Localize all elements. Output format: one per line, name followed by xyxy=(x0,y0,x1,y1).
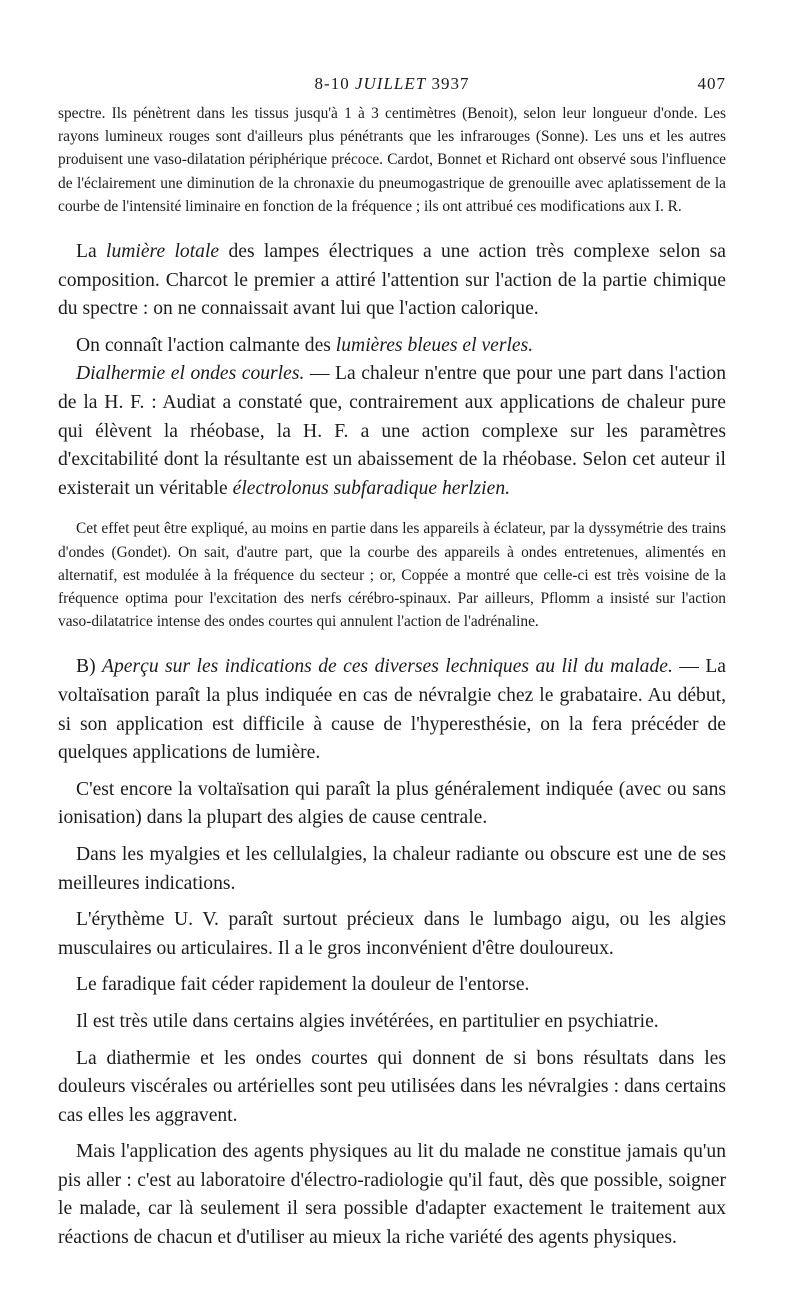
paragraph-myalgias xyxy=(58,841,726,898)
issue-year: 3937 xyxy=(426,74,470,93)
paragraph-erythema xyxy=(58,906,726,963)
paragraph-infrared-effects xyxy=(58,102,726,218)
text-run: L'érythème U. V. paraît surtout précieux dans le lumbago aigu, ou les algies musculaires ou articulaires. Il a le gros inconvénient d'être douloureux. xyxy=(58,909,726,959)
paragraph-blue-green-light xyxy=(58,332,726,361)
italic-text-run: Dialhermie el ondes courles. xyxy=(76,363,305,385)
italic-text-run: lumières bleues el verles. xyxy=(335,334,534,356)
text-run: des lampes électriques a une action très complexe selon sa composition. Charcot le premier a attiré l'attention sur l'action de la partie chimique du spectre : on ne connaissait avant lui que l'action calorique. xyxy=(58,241,726,320)
page-header xyxy=(58,66,726,102)
text-run: La diathermie et les ondes courtes qui donnent de si bons résultats dans les douleurs viscérales ou artérielles sont peu utilisées dans les névralgies : dans certains cas elles les aggravent. xyxy=(58,1047,726,1126)
paragraph-spark-gap-note xyxy=(58,517,726,633)
paragraph-voltaisation xyxy=(58,776,726,833)
paragraph-short-waves xyxy=(58,1045,726,1131)
text-run: B) xyxy=(76,656,103,678)
italic-text-run: lumière lotale xyxy=(106,241,220,263)
text-run: spectre. Ils pénètrent dans les tissus jusqu'à 1 à 3 centimètres (Benoit), selon leur longueur d'onde. Les rayons lumineux rouges sont d'ailleurs plus pénétrants que les infrarouges (Sonne). Les uns et les autres produisent une vaso-dilatation périphérique précoce. Cardot, Bonnet et Richard ont observé sous l'influence de l'éclairement une diminution de la chronaxie du pneumogastrique de grenouille avec aplatissement de la courbe de l'intensité liminaire en fonction de la fréquence ; ils ont attribué ces modifications aux I. R. xyxy=(58,105,726,215)
text-run: La xyxy=(76,241,107,263)
page-number: 407 xyxy=(697,74,726,93)
text-run: Cet effet peut être expliqué, au moins en partie dans les appareils à éclateur, par la dyssymétrie des trains d'ondes (Gondet). On sait, d'autre part, que la courbe des appareils à ondes entretenues, alimentés en alternatif, est modulée à la fréquence du secteur ; or, Coppée a montré que celle-ci est très voisine de la fréquence optima pour l'excitation des nerfs cérébro-spinaux. Par ailleurs, Pflomm a insisté sur l'action vaso-dilatatrice intense des ondes courtes qui annulent l'action de l'adrénaline. xyxy=(58,520,726,631)
paragraph-indications-heading xyxy=(58,653,726,767)
italic-text-run: Aperçu sur les indications de ces diverses lechniques au lil du malade. xyxy=(102,656,673,678)
paragraph-diathermy xyxy=(58,360,726,503)
text-run: C'est encore la voltaïsation qui paraît la plus généralement indiquée (avec ou sans ionisation) dans la plupart des algies de cause centrale. xyxy=(58,778,726,829)
paragraph-conclusion xyxy=(58,1138,726,1252)
issue-number: 8-10 xyxy=(314,74,355,93)
text-run: — La voltaïsation paraît la plus indiquée en cas de névralgie chez le grabataire. Au début, si son application est difficile à cause de l'hyperesthésie, on la fera précéder de quelques applications de lumière. xyxy=(58,656,726,764)
text-run: On connaît l'action calmante des xyxy=(76,334,336,356)
paragraph-total-light xyxy=(58,238,726,324)
paragraph-faradic xyxy=(58,971,726,1000)
text-run: Le faradique fait céder rapidement la douleur de l'entorse. xyxy=(76,974,530,996)
issue-month: JUILLET xyxy=(354,74,427,93)
paragraph-psychiatry xyxy=(58,1008,726,1037)
text-run: Il est très utile dans certains algies invétérées, en partitulier en psychiatrie. xyxy=(76,1010,659,1032)
document-page xyxy=(58,66,726,1253)
italic-text-run: électrolonus subfaradique herlzien. xyxy=(232,477,511,499)
text-run: Dans les myalgies et les cellulalgies, la chaleur radiante ou obscure est une de ses meilleures indications. xyxy=(58,843,726,894)
text-run: — La chaleur n'entre que pour une part dans l'action de la H. F. : Audiat a constaté que, contrairement aux applications de chaleur pure qui élèvent la rhéobase, la H. F. a une action complexe sur les paramètres d'excitabilité dont la résultante est un abaissement de la rhéobase. Selon cet auteur il existerait un véritable xyxy=(58,363,726,499)
text-run: Mais l'application des agents physiques au lit du malade ne constitue jamais qu'un pis aller : c'est au laboratoire d'électro-radiologie qu'il faut, dès que possible, soigner le malade, car là seulement il sera possible d'adapter exactement le traitement aux réactions de chacun et d'utiliser au mieux la riche variété des agents physiques. xyxy=(58,1141,726,1249)
running-title xyxy=(58,74,726,94)
